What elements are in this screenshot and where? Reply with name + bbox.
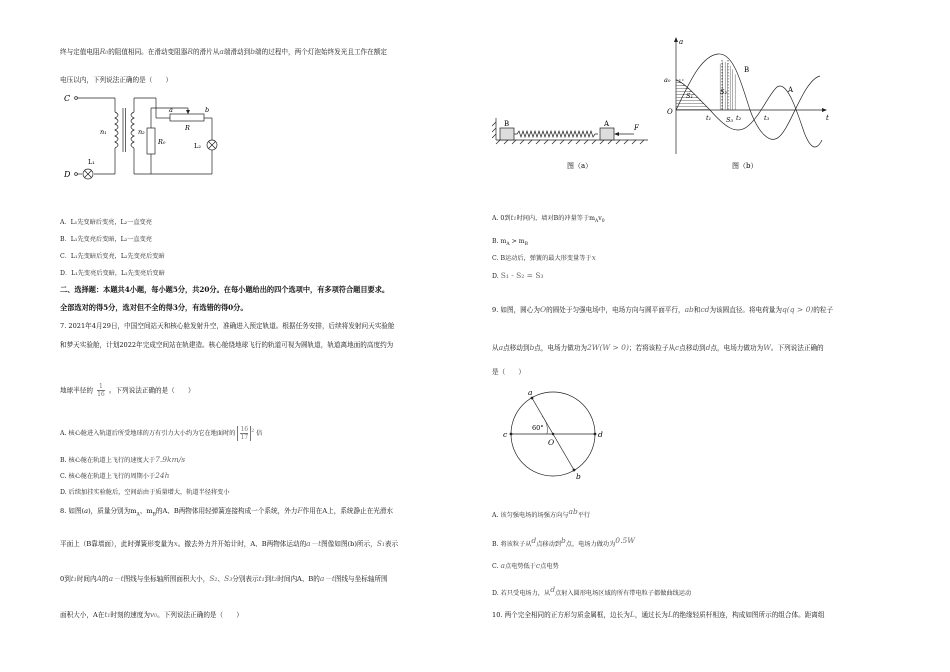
math: O [539,305,547,314]
text: 从 [492,344,499,352]
math: d [705,343,711,352]
q6-option-d: D．L₁先变亮后变暗，L₂先变亮后变暗 [60,270,165,277]
figure-a-spring-system [492,108,662,178]
text: A. 核心舱进入轨道后所受地球的万有引力大小约为它在地面时的 [60,430,236,437]
text: 终与定值电阻 [60,48,100,56]
subscript: B [524,242,528,248]
text: 、m [139,507,153,515]
text: ，通过长为 [634,611,668,619]
fraction-numerator: 1 [98,383,103,390]
fraction-numerator: 16 [240,426,249,433]
text: C. 核心舱在轨道上飞行的周期小于 [60,473,156,480]
slider-b-label: b [205,106,210,114]
q6-option-a: A．L₁先变暗后变亮，L₂一直变亮 [60,219,152,226]
text: C. B运动后，弹簧的最大形变量等于 [492,255,592,262]
subscript: 0 [601,219,605,225]
exponent: 2 [251,427,255,434]
q8-option-a [492,213,605,226]
text: B. 将该粒子从 [492,541,532,549]
text: 倍 [256,430,263,437]
text: 平面上（B靠墙面），此时弹簧形变量为 [60,540,174,548]
text: 图线与坐标轴所围面积大小， [123,575,210,583]
text: 点电势 [540,563,559,570]
text: 。下列说法正确的 [770,344,824,352]
math: a－t [306,539,322,548]
label-d: d [598,430,603,439]
terminal-d-label: D [64,170,71,179]
q7-line2: 和梦天实验舱，计划2022年完成空间站在轨建造。核心舱绕地球飞行的轨道可视为圆轨道，轨道离地面的高度约为 [60,341,394,349]
text: )，质量分别为m [88,507,137,515]
math-b: b [250,47,256,56]
text: 的阻值相同。在滑动变阻器 [108,48,188,56]
fraction-denominator: 17 [240,434,249,441]
q7-line3 [60,383,195,398]
q6-option-c: C．L₁先变暗后变亮，L₂先变亮后变暗 [60,253,165,260]
text: 的绝缘轻质杆相连，构成如图所示的组合体。距离组 [672,611,825,619]
origin-label: O [667,108,673,116]
q7-option-a [60,426,262,441]
subscript: A [136,512,140,518]
q9-option-b [492,536,635,549]
math: F [297,506,303,515]
label-c: c [503,430,508,439]
text: 点，电场力做功为 [710,344,764,352]
text: A. 该匀强电场的场强方向与 [492,512,569,520]
figure-b-acceleration-time-graph [664,36,836,176]
angle-label: 60° [532,424,544,432]
math: cd [700,305,710,314]
q8-option-c [492,253,596,263]
text: 端滑动到 [223,48,251,56]
text: B. 核心舱在轨道上飞行的速度大于 [60,457,156,464]
transformer-circuit-diagram [60,88,230,188]
q7-option-b [60,455,185,465]
text: 到 [264,575,272,583]
figure-a-caption: 图（a） [567,162,593,170]
n2-label: n₂ [138,128,145,136]
math-r0: R₀ [99,47,109,56]
text: 图线与坐标轴所围 [334,575,388,583]
text: 的滑片从 [193,48,220,56]
math-area-relation: S₁ - S₂ = S₃ [500,271,544,280]
math: a [500,561,505,570]
text: ；若将该粒子从 [628,344,676,352]
math: t₁ [70,574,77,583]
math: t₁ [104,610,111,619]
q7-option-c [60,471,169,481]
label-a: a [528,388,533,397]
subscript: A [595,219,599,225]
text: 平行 [577,512,591,520]
math: b [529,343,535,352]
text: 的 [102,575,109,583]
math: q(q > 0) [782,305,814,314]
axis-t-label: t [826,114,829,122]
t2-label: t₂ [736,114,742,122]
terminal-c-label: C [64,94,71,103]
text: 9. 如图，圆心为 [492,306,540,314]
text: 。撤去外力并开始计时，A、B两物体运动的 [177,540,307,548]
q6-intro-line1 [60,47,387,57]
curve-a-label: A [788,86,794,94]
math: a [498,343,504,352]
text: 点，电场力做功为 [565,541,616,549]
text: 0到 [60,575,71,583]
q8-option-b [492,237,528,249]
text: D. 若只受电场力，从 [492,590,551,598]
math: 2W(W > 0) [587,343,629,352]
math: L [629,610,635,619]
math-a: a [219,47,224,56]
q9-line2 [492,343,824,353]
math: a－t [108,574,124,583]
text: 和 [693,306,701,314]
text: 作用在A上，系统静止在光滑水 [302,507,394,515]
text: 8. 如图( [60,507,85,515]
q8-option-d [492,271,543,281]
math: v₀ [149,610,158,619]
point-d [594,433,597,436]
fraction-1-16 [97,383,105,398]
text: 为该圆直径。将电荷量为 [709,306,782,314]
math: d [531,536,537,545]
q8-line2 [60,539,398,549]
text: 点移动到 [679,344,706,352]
q7-option-d: D. 后续加挂实验舱后，空间站由于质量增大，轨道半径将变小 [60,489,230,496]
lamp-l2-label: L₂ [194,142,201,150]
text: 面积大小，A在 [60,611,105,619]
fraction-16-17-squared [237,426,251,441]
block-a-label: A [604,120,610,128]
text: 分别表示 [232,575,259,583]
subscript: A [506,242,510,248]
math: S₁ [376,539,385,548]
text: 地球半径的 [60,386,93,395]
curve-b-label: B [744,66,750,74]
math: a [84,507,89,515]
q8-line3 [60,574,388,584]
point-b [573,469,576,472]
text: 点移动到 [503,344,530,352]
math: S₃ [224,574,233,583]
s2-label: S₂ [720,88,728,96]
math: t₁ [258,574,265,583]
math: ab [568,507,578,516]
text: 的圆处于匀强电场中，电场方向与圆平面平行， [546,306,685,314]
slider-a-label: a [169,106,173,114]
math: ab [684,305,694,314]
math: d [550,585,555,594]
q9-line1 [492,305,833,315]
t3-label: t₃ [764,114,770,122]
text: B. m [492,238,507,245]
text: D. [492,273,499,280]
q7-line1: 7. 2021年4月29日，中国空间站天和核心舱发射升空，准确进入预定轨道。根据任务安排，后续将发射问天实验舱 [60,322,395,330]
text: 端的过程中，两个灯泡始终发光且工作在额定 [255,48,387,56]
text: v [598,215,602,222]
math: A [96,574,103,583]
text: 。下列说法正确的是（ ） [157,611,243,619]
axis-a-label: a [679,38,684,46]
q9-line3: 是（ ） [492,368,525,376]
math-r: R [187,47,193,56]
math: x [173,539,178,548]
text: 时间内A、B的 [277,575,320,583]
lamp-l1-label: L₁ [88,158,95,166]
q6-option-b: B．L₁先变亮后变暗，L₂一直变亮 [60,236,152,243]
math: a－t [319,574,335,583]
text: 点电势低于 [504,563,536,570]
text: 时间内 [76,575,97,583]
text: C. [492,563,501,570]
text: 时刻的速度为 [110,611,150,619]
rheostat-r-label: R [185,124,190,132]
resistor-r0-label: R₀ [158,138,166,146]
text: 图像如图(b)所示， [321,540,377,548]
s1-label: S₁ [686,92,694,100]
n1-label: n₁ [100,128,107,136]
math: c [535,561,541,570]
t1-label: t₁ [706,114,712,122]
section2-heading-line1: 二、选择题：本题共4小题，每小题5分，共20分。在每小题给出的四个选项中，有多项符合题目要求。 [60,285,390,294]
q9-option-c [492,561,559,571]
math: c [675,343,680,352]
text: 、 [217,575,225,583]
math-period: 24h [155,471,170,480]
label-b: b [576,472,581,481]
text: A. 0到 [492,215,511,222]
math: 0.5W [615,536,635,545]
math: t₂ [271,574,278,583]
block-b-label: B [504,120,510,128]
force-f-label: F [634,124,639,132]
text: 10. 两个完全相同的正方形匀质金属框，边长为 [492,611,630,619]
math: S₂ [209,574,218,583]
q9-option-d [492,585,691,598]
figure-b-caption: 图（b） [732,162,758,170]
q8-line1 [60,506,393,519]
label-o: O [548,438,555,447]
math-speed: 7.9km/s [155,455,186,464]
text: 时间内，墙对B的冲量等于m [516,215,596,222]
math: W [763,343,771,352]
text: 点射入圆形电场区域的所有带电粒子都做曲线运动 [555,590,692,598]
section2-heading-line2: 全部选对的得5分，选对但不全的得3分，有选错的得0分。 [60,303,248,312]
a0-label: a₀ [664,76,671,84]
q8-line4 [60,610,243,620]
text: 表示 [384,540,399,548]
point-c [510,433,513,436]
text: 的A、B两物体用轻弹簧连接构成一个系统，外力 [155,507,298,515]
math: t₁ [510,213,517,222]
text: 。下列说法正确的是（ ） [108,386,195,395]
circle-field-diagram [496,384,616,484]
text: 点，电场力做功为 [534,344,588,352]
s3-label: S₃ [726,116,734,124]
text: 点移动到 [536,541,561,549]
math: b [560,536,566,545]
text: 的粒子 [813,306,834,314]
text: > m [509,238,525,245]
fraction-denominator: 16 [97,391,105,398]
q10-line1 [492,610,824,620]
subscript: B [152,512,156,518]
math: x [591,253,596,262]
center-o [552,433,554,435]
q9-option-a [492,507,590,520]
math: L [667,610,673,619]
q6-intro-line2: 电压以内，下列说法正确的是（ ） [60,76,173,84]
point-a [531,397,534,400]
